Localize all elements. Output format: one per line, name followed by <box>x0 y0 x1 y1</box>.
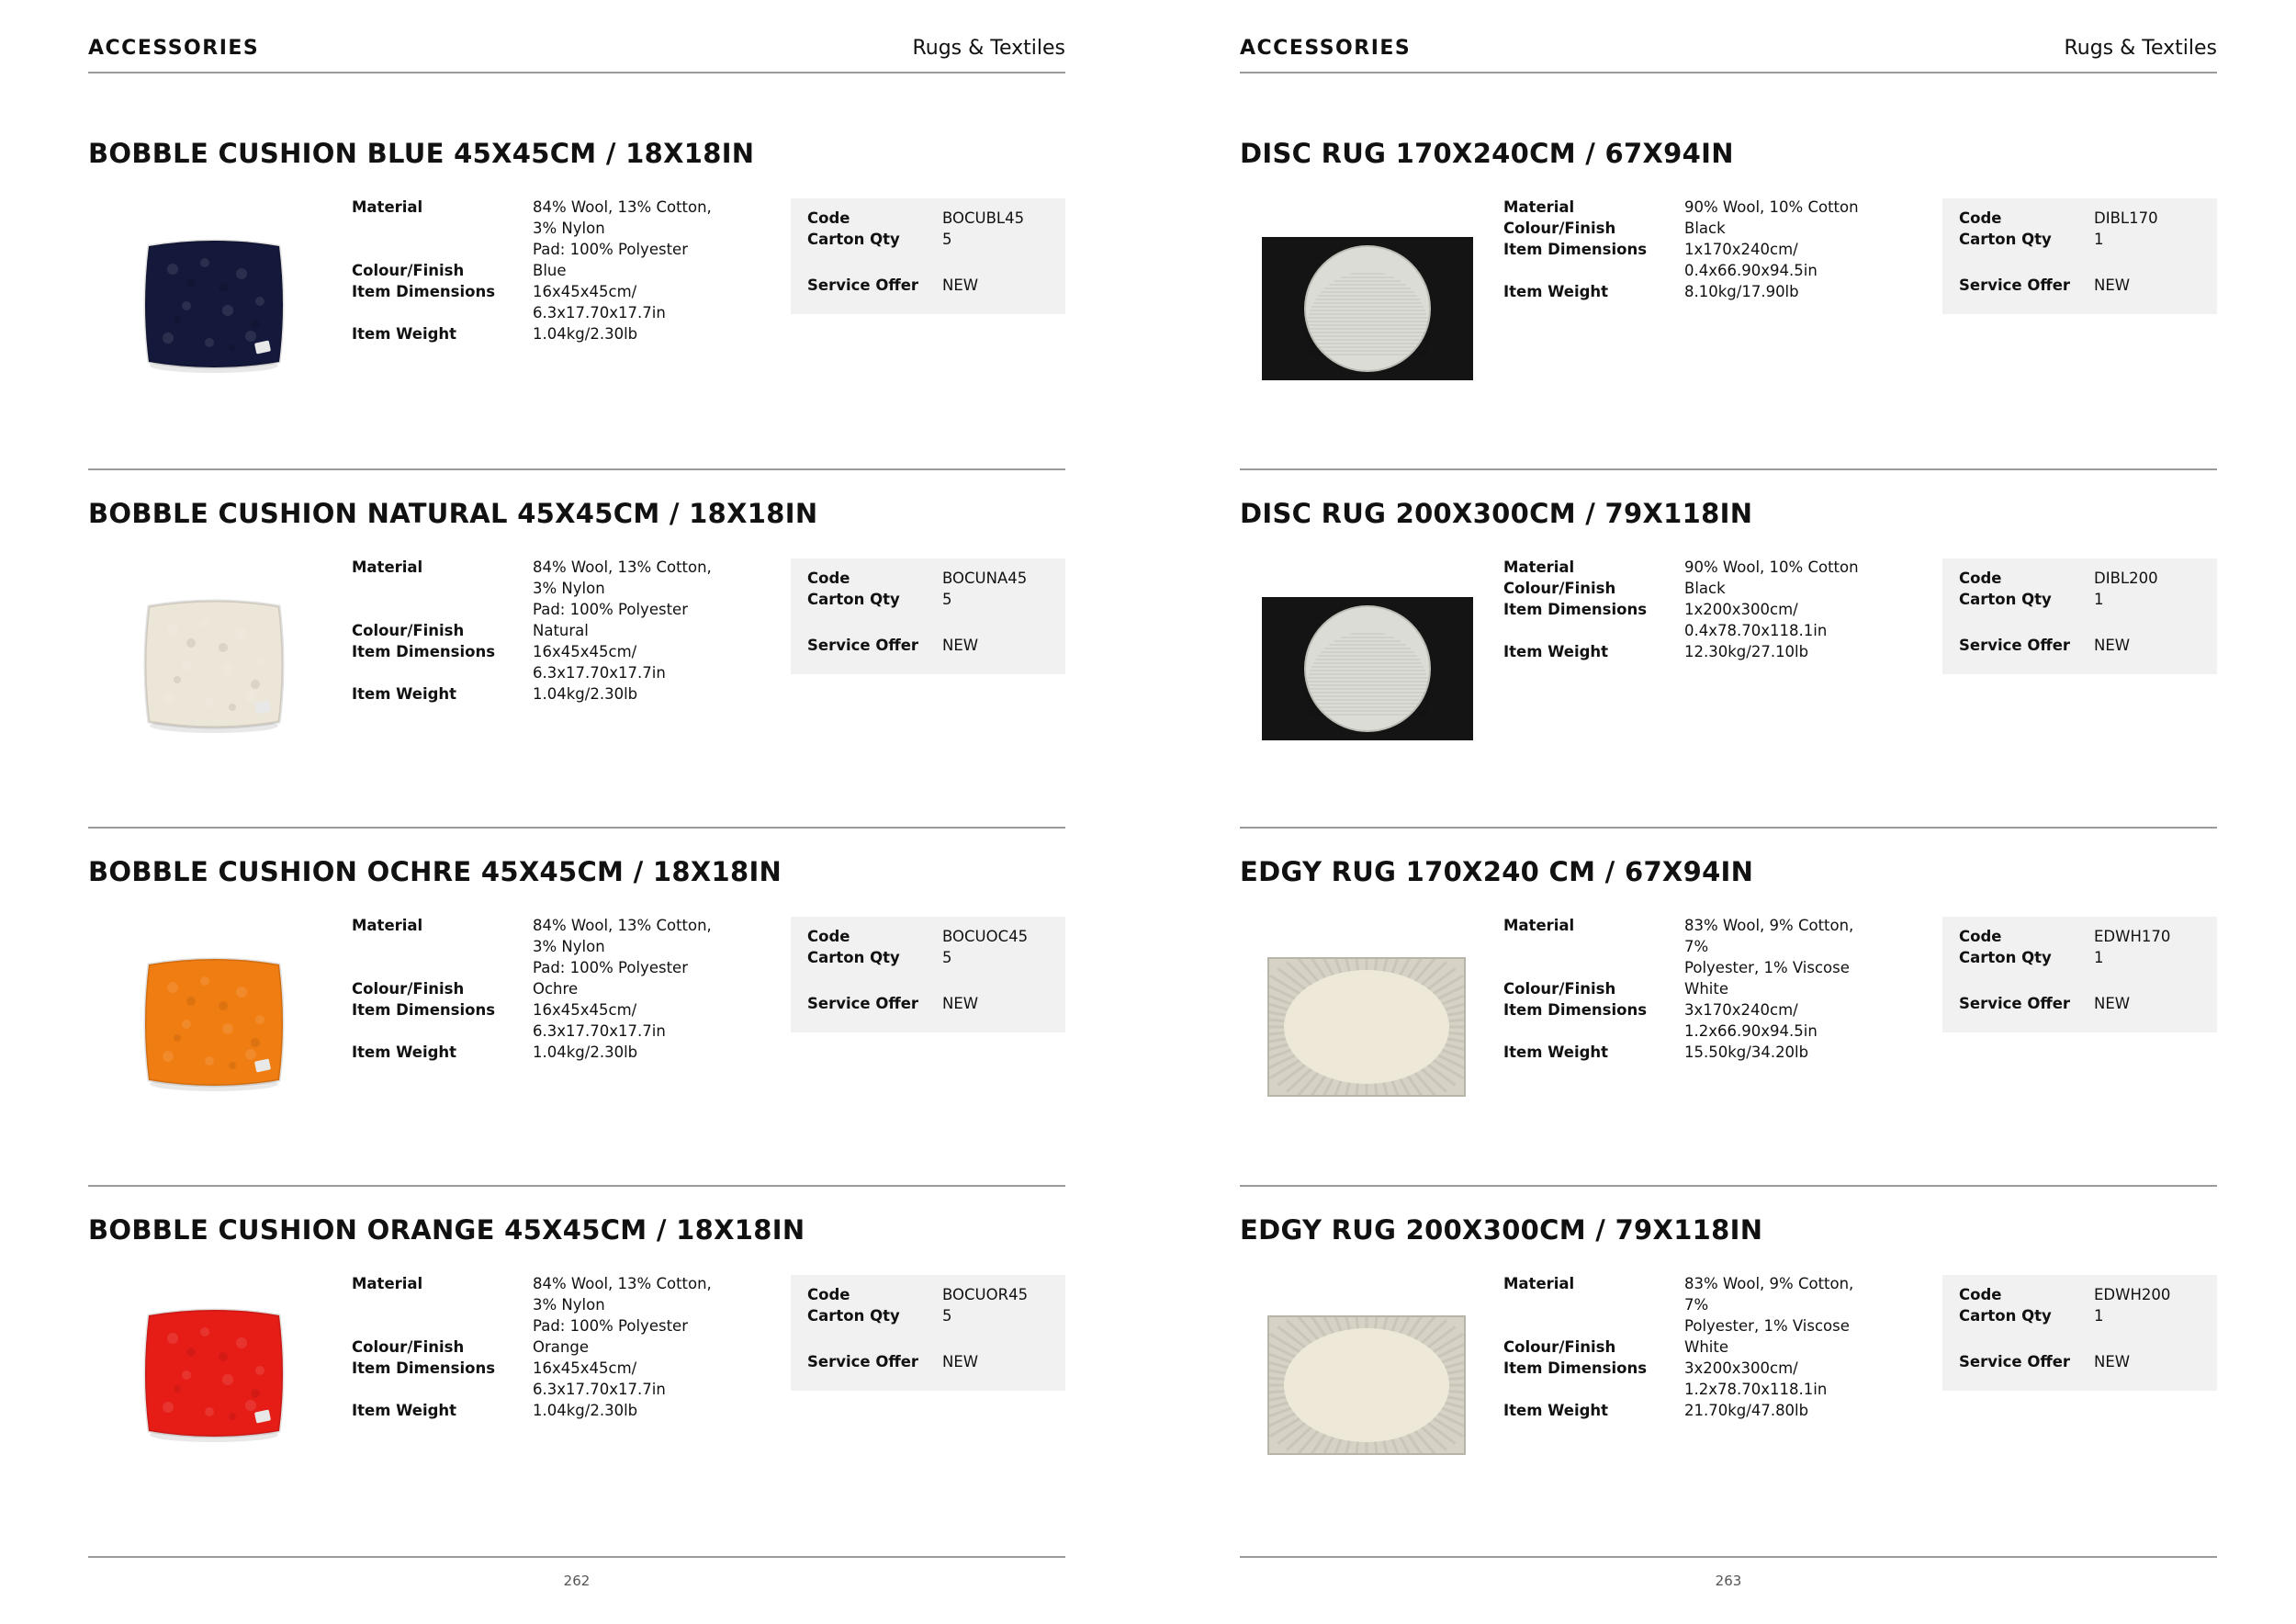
spec-value-item-dimensions: 16x45x45cm/ 6.3x17.70x17.7in <box>533 283 666 321</box>
spec-label-item-dimensions: Item Dimensions <box>1503 1359 1648 1377</box>
spec-value-item-dimensions: 16x45x45cm/ 6.3x17.70x17.7in <box>533 1001 666 1040</box>
code-value-code: BOCUNA45 <box>942 570 1028 587</box>
spec-list <box>352 915 737 1063</box>
spec-label-colour-finish: Colour/Finish <box>1503 220 1616 237</box>
spec-value-colour-finish: Orange <box>533 1338 589 1356</box>
product-title: BOBBLE CUSHION ORANGE 45X45CM / 18X18IN <box>88 1214 805 1246</box>
code-value-service-offer: NEW <box>2094 276 2131 294</box>
product-entry <box>88 468 1065 833</box>
spec-label-colour-finish: Colour/Finish <box>1503 580 1616 597</box>
code-panel <box>1942 1275 2217 1391</box>
code-label-code: Code <box>1959 1286 2002 1303</box>
spec-label-material: Material <box>1503 1275 1575 1292</box>
product-title: BOBBLE CUSHION OCHRE 45X45CM / 18X18IN <box>88 856 782 887</box>
code-label-service-offer: Service Offer <box>807 276 919 294</box>
spec-value-item-dimensions: 16x45x45cm/ 6.3x17.70x17.7in <box>533 1359 666 1398</box>
spec-label-material: Material <box>1503 917 1575 934</box>
spec-list <box>352 1273 737 1421</box>
spec-value-material: 84% Wool, 13% Cotton, 3% Nylon Pad: 100% Polyester <box>533 198 712 258</box>
spec-value-item-weight: 15.50kg/34.20lb <box>1684 1043 1809 1061</box>
code-value-carton-qty: 1 <box>2094 591 2104 608</box>
spec-value-material: 90% Wool, 10% Cotton <box>1684 558 1859 576</box>
spec-value-item-weight: 1.04kg/2.30lb <box>533 1043 638 1061</box>
code-panel <box>791 917 1065 1032</box>
spec-value-item-dimensions: 3x170x240cm/ 1.2x66.90x94.5in <box>1684 1001 1818 1040</box>
spec-label-colour-finish: Colour/Finish <box>352 622 465 639</box>
product-title: BOBBLE CUSHION NATURAL 45X45CM / 18X18IN <box>88 498 818 529</box>
code-label-carton-qty: Carton Qty <box>1959 591 2052 608</box>
spec-value-material: 83% Wool, 9% Cotton, 7% Polyester, 1% Viscose <box>1684 1275 1854 1335</box>
code-value-service-offer: NEW <box>942 276 979 294</box>
product-entry <box>1240 468 2217 833</box>
code-value-service-offer: NEW <box>2094 995 2131 1012</box>
code-value-code: BOCUOC45 <box>942 928 1029 945</box>
edgy-rug-image <box>1267 1315 1466 1455</box>
product-entry <box>88 1185 1065 1550</box>
page-footer-rule <box>1240 1556 2217 1558</box>
spec-value-item-weight: 1.04kg/2.30lb <box>533 685 638 703</box>
page-header <box>88 33 1065 73</box>
code-label-carton-qty: Carton Qty <box>807 1307 900 1325</box>
category-label: Rugs & Textiles <box>2064 37 2217 60</box>
spec-label-colour-finish: Colour/Finish <box>1503 980 1616 998</box>
cushion-blue-image <box>136 228 292 384</box>
code-label-carton-qty: Carton Qty <box>807 591 900 608</box>
spec-label-item-weight: Item Weight <box>352 325 457 343</box>
code-value-carton-qty: 5 <box>942 231 952 248</box>
page-header <box>1240 33 2217 73</box>
category-label: Rugs & Textiles <box>912 37 1065 60</box>
spec-label-item-weight: Item Weight <box>1503 1043 1609 1061</box>
spec-value-item-dimensions: 3x200x300cm/ 1.2x78.70x118.1in <box>1684 1359 1828 1398</box>
spec-label-item-dimensions: Item Dimensions <box>1503 241 1648 258</box>
code-value-code: DIBL200 <box>2094 570 2158 587</box>
code-panel <box>1942 198 2217 314</box>
product-title: EDGY RUG 170X240 CM / 67X94IN <box>1240 856 1754 887</box>
code-value-code: EDWH200 <box>2094 1286 2171 1303</box>
spec-value-item-weight: 12.30kg/27.10lb <box>1684 643 1809 660</box>
code-value-carton-qty: 5 <box>942 591 952 608</box>
spec-value-item-dimensions: 16x45x45cm/ 6.3x17.70x17.7in <box>533 643 666 682</box>
page-number: 262 <box>563 1573 591 1589</box>
product-entry <box>1240 827 2217 1191</box>
code-value-service-offer: NEW <box>2094 1353 2131 1370</box>
code-panel <box>1942 558 2217 674</box>
cushion-orange-image <box>136 1297 292 1453</box>
product-entry <box>1240 1185 2217 1550</box>
spec-label-colour-finish: Colour/Finish <box>352 980 465 998</box>
spec-value-colour-finish: White <box>1684 980 1728 998</box>
code-label-carton-qty: Carton Qty <box>1959 1307 2052 1325</box>
code-value-code: EDWH170 <box>2094 928 2171 945</box>
code-label-carton-qty: Carton Qty <box>807 231 900 248</box>
code-label-carton-qty: Carton Qty <box>1959 949 2052 966</box>
code-value-service-offer: NEW <box>942 637 979 654</box>
product-title: DISC RUG 170X240CM / 67X94IN <box>1240 138 1734 169</box>
spec-list <box>352 557 737 705</box>
catalog-page-left <box>88 0 1065 1624</box>
code-label-service-offer: Service Offer <box>1959 1353 2071 1370</box>
spec-label-material: Material <box>1503 558 1575 576</box>
section-label: ACCESSORIES <box>88 37 260 60</box>
spec-label-item-dimensions: Item Dimensions <box>352 643 496 660</box>
disc-rug-image <box>1262 597 1473 740</box>
code-value-carton-qty: 5 <box>942 1307 952 1325</box>
code-label-service-offer: Service Offer <box>1959 995 2071 1012</box>
code-label-service-offer: Service Offer <box>807 1353 919 1370</box>
code-label-service-offer: Service Offer <box>807 995 919 1012</box>
product-entry <box>1240 110 2217 473</box>
product-title: EDGY RUG 200X300CM / 79X118IN <box>1240 1214 1763 1246</box>
product-entry <box>88 110 1065 473</box>
spec-label-item-dimensions: Item Dimensions <box>352 283 496 300</box>
spec-label-item-weight: Item Weight <box>1503 283 1609 300</box>
spec-value-item-dimensions: 1x170x240cm/ 0.4x66.90x94.5in <box>1684 241 1818 279</box>
spec-label-material: Material <box>352 917 423 934</box>
spec-value-item-dimensions: 1x200x300cm/ 0.4x78.70x118.1in <box>1684 601 1828 639</box>
spec-list <box>1503 915 1889 1063</box>
spec-value-colour-finish: White <box>1684 1338 1728 1356</box>
spec-value-colour-finish: Black <box>1684 220 1726 237</box>
code-value-code: BOCUBL45 <box>942 209 1025 227</box>
code-label-service-offer: Service Offer <box>807 637 919 654</box>
spec-list <box>1503 1273 1889 1421</box>
code-panel <box>791 198 1065 314</box>
spec-value-item-weight: 21.70kg/47.80lb <box>1684 1402 1809 1419</box>
spec-list <box>1503 197 1889 302</box>
spec-value-colour-finish: Black <box>1684 580 1726 597</box>
code-label-code: Code <box>807 209 850 227</box>
spec-value-item-weight: 1.04kg/2.30lb <box>533 1402 638 1419</box>
page-footer-rule <box>88 1556 1065 1558</box>
code-label-code: Code <box>807 928 850 945</box>
spec-list <box>352 197 737 344</box>
code-value-service-offer: NEW <box>2094 637 2131 654</box>
code-value-carton-qty: 1 <box>2094 949 2104 966</box>
spec-value-material: 90% Wool, 10% Cotton <box>1684 198 1859 216</box>
code-label-carton-qty: Carton Qty <box>807 949 900 966</box>
spec-value-item-weight: 1.04kg/2.30lb <box>533 325 638 343</box>
spec-label-item-weight: Item Weight <box>1503 643 1609 660</box>
code-panel <box>1942 917 2217 1032</box>
code-label-code: Code <box>1959 570 2002 587</box>
code-label-code: Code <box>807 1286 850 1303</box>
spec-value-colour-finish: Blue <box>533 262 567 279</box>
spec-value-colour-finish: Ochre <box>533 980 579 998</box>
spec-value-material: 83% Wool, 9% Cotton, 7% Polyester, 1% Viscose <box>1684 917 1854 976</box>
spec-label-item-weight: Item Weight <box>352 685 457 703</box>
code-value-service-offer: NEW <box>942 1353 979 1370</box>
spec-value-material: 84% Wool, 13% Cotton, 3% Nylon Pad: 100% Polyester <box>533 1275 712 1335</box>
code-value-code: DIBL170 <box>2094 209 2158 227</box>
spec-label-item-weight: Item Weight <box>352 1043 457 1061</box>
spec-value-material: 84% Wool, 13% Cotton, 3% Nylon Pad: 100% Polyester <box>533 558 712 618</box>
section-label: ACCESSORIES <box>1240 37 1412 60</box>
product-title: BOBBLE CUSHION BLUE 45X45CM / 18X18IN <box>88 138 755 169</box>
cushion-natural-image <box>136 588 292 744</box>
spec-list <box>1503 557 1889 662</box>
code-panel <box>791 558 1065 674</box>
spec-value-material: 84% Wool, 13% Cotton, 3% Nylon Pad: 100% Polyester <box>533 917 712 976</box>
cushion-ochre-image <box>136 946 292 1102</box>
code-panel <box>791 1275 1065 1391</box>
spec-label-item-dimensions: Item Dimensions <box>352 1359 496 1377</box>
spec-label-item-dimensions: Item Dimensions <box>1503 601 1648 618</box>
spec-label-colour-finish: Colour/Finish <box>1503 1338 1616 1356</box>
spec-label-material: Material <box>1503 198 1575 216</box>
disc-rug-image <box>1262 237 1473 380</box>
code-value-carton-qty: 5 <box>942 949 952 966</box>
spec-value-colour-finish: Natural <box>533 622 589 639</box>
spec-value-item-weight: 8.10kg/17.90lb <box>1684 283 1799 300</box>
code-value-code: BOCUOR45 <box>942 1286 1029 1303</box>
page-number: 263 <box>1715 1573 1742 1589</box>
product-entry <box>88 827 1065 1191</box>
spec-label-item-dimensions: Item Dimensions <box>352 1001 496 1019</box>
code-value-carton-qty: 1 <box>2094 1307 2104 1325</box>
code-label-service-offer: Service Offer <box>1959 637 2071 654</box>
code-label-service-offer: Service Offer <box>1959 276 2071 294</box>
code-label-carton-qty: Carton Qty <box>1959 231 2052 248</box>
spec-label-colour-finish: Colour/Finish <box>352 262 465 279</box>
spec-label-colour-finish: Colour/Finish <box>352 1338 465 1356</box>
spec-label-item-weight: Item Weight <box>352 1402 457 1419</box>
edgy-rug-image <box>1267 957 1466 1097</box>
code-value-service-offer: NEW <box>942 995 979 1012</box>
spec-label-item-dimensions: Item Dimensions <box>1503 1001 1648 1019</box>
product-title: DISC RUG 200X300CM / 79X118IN <box>1240 498 1753 529</box>
code-value-carton-qty: 1 <box>2094 231 2104 248</box>
code-label-code: Code <box>1959 928 2002 945</box>
spec-label-material: Material <box>352 1275 423 1292</box>
code-label-code: Code <box>807 570 850 587</box>
code-label-code: Code <box>1959 209 2002 227</box>
catalog-page-right <box>1240 0 2217 1624</box>
spec-label-material: Material <box>352 198 423 216</box>
spec-label-material: Material <box>352 558 423 576</box>
spec-label-item-weight: Item Weight <box>1503 1402 1609 1419</box>
